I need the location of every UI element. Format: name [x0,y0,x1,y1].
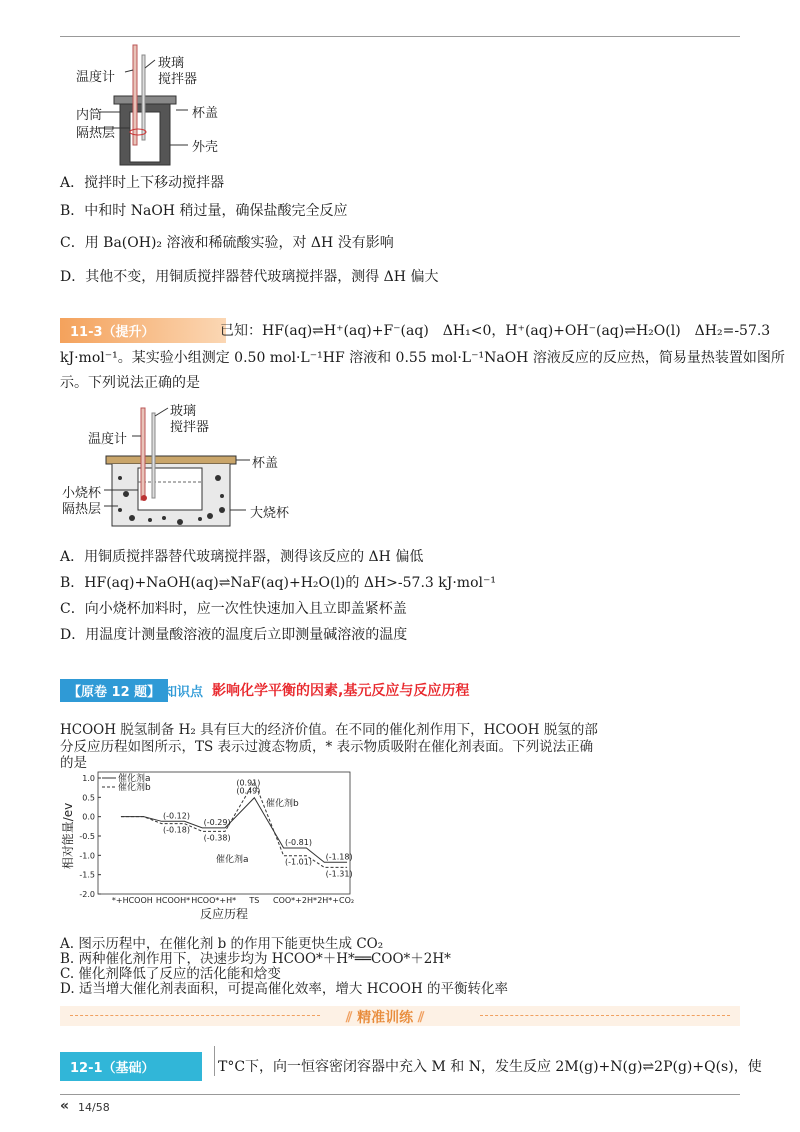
x-tick-label: HCOOH* [155,896,191,905]
data-label: (-0.12) [163,811,190,821]
data-labels [163,778,353,878]
label-glass-2: 玻璃 [170,404,197,419]
legend-a: 催化剂a [118,774,151,784]
q11-3-option-d: D．用温度计测量酸溶液的温度后立即测量碱溶液的温度 [60,627,408,643]
y-tick-label: -1.5 [79,870,95,880]
section-divider [60,1006,740,1026]
q12-option-b: B. 两种催化剂作用下，决速步均为 HCOO*＋H*══COO*＋2H* [60,951,451,967]
q12-stem-line2: 分反应历程如图所示，TS 表示过渡态物质，* 表示物质吸附在催化剂表面。下列说法正确 [60,739,594,755]
q12-1-stem: T°C下，向一恒容密闭容器中充入 M 和 N，发生反应 2M(g)+N(g)⇌2P(g)+Q(s)，使 [218,1059,762,1075]
q12-option-d: D. 适当增大催化剂表面积，可提高催化效率，增大 HCOOH 的平衡转化率 [60,981,509,997]
section-title: ⫽ 精准训练 ⫽ [346,1010,425,1026]
q11-2-option-c: C．用 Ba(OH)₂ 溶液和稀硫酸实验，对 ΔH 没有影响 [60,235,394,251]
legend-b: 催化剂b [118,783,151,793]
q12-stem-line3: 的是 [60,755,87,771]
label-inner-cup: 内筒 [76,108,103,123]
y-tick-label: 1.0 [82,774,95,783]
q12-1-badge: 12-1（基础） [60,1052,202,1081]
x-tick-label: *+HCOOH [111,896,153,905]
page-number: 14/58 [78,1101,110,1114]
y-tick-label: -0.5 [79,832,95,841]
q11-3-option-b: B．HF(aq)+NaOH(aq)⇌NaF(aq)+H₂O(l)的 ΔH>-57.3 kJ·mol⁻¹ [60,575,496,591]
label-lid: 杯盖 [192,106,219,121]
label-thermometer: 温度计 [76,70,116,85]
y-tick-label: -2.0 [79,890,95,899]
q12-badge: 【原卷 12 题】 [60,679,168,702]
data-label: (0.91) [236,778,261,788]
label-lid-2: 杯盖 [252,456,279,471]
q11-2-option-d: D．其他不变，用铜质搅拌器替代玻璃搅拌器，测得 ΔH 偏大 [60,269,439,285]
x-axis-ticks [112,896,354,905]
q11-3-stem-line3: 示。下列说法正确的是 [60,375,200,391]
label-insulation: 隔热层 [76,126,116,141]
data-label: (-0.18) [163,825,190,835]
label-small-beaker: 小烧杯 [62,486,102,501]
q11-3-badge: 11-3（提升） [60,318,226,343]
data-label: (0.49) [236,786,261,796]
data-label: (-1.01) [285,857,312,867]
top-rule [60,36,740,37]
y-axis-label: 相对能量/ev [61,802,75,870]
knowledge-point-text: 影响化学平衡的因素,基元反应与反应历程 [212,683,470,699]
label-stirrer-2: 搅拌器 [170,420,210,435]
annotation-catalyst-b: 催化剂b [266,799,299,809]
q11-3-option-c: C．向小烧杯加料时，应一次性快速加入且立即盖紧杯盖 [60,601,407,617]
data-label: (-0.81) [285,837,312,847]
footer-chevron-icon: « [60,1098,70,1114]
data-label: (-0.38) [203,833,231,843]
q11-2-option-a: A．搅拌时上下移动搅拌器 [60,175,225,191]
q11-2-option-b: B．中和时 NaOH 稍过量，确保盐酸完全反应 [60,203,348,219]
x-axis-label: 反应历程 [199,907,249,921]
q12-option-a: A. 图示历程中，在催化剂 b 的作用下能更快生成 CO₂ [60,936,384,952]
label-insulation-2: 隔热层 [62,502,102,517]
q12-option-c: C. 催化剂降低了反应的活化能和焓变 [60,966,281,982]
q11-3-stem-line2: kJ·mol⁻¹。某实验小组测定 0.50 mol·L⁻¹HF 溶液和 0.55 mol·L⁻¹NaOH 溶液反应的反应热，简易量热装置如图所 [60,350,785,366]
q12-1-divider [214,1046,215,1076]
x-tick-label: HCOO*+H* [191,896,237,905]
y-tick-label: 0.0 [82,812,95,822]
divider-dash-left [70,1015,320,1016]
q12-stem-line1: HCOOH 脱氢制备 H₂ 具有巨大的经济价值。在不同的催化剂作用下，HCOOH 脱氢的部 [60,722,598,738]
data-label: (-1.18) [325,852,353,862]
data-label: (-1.31) [325,869,353,879]
data-label: (-0.29) [203,817,231,827]
label-large-beaker: 大烧杯 [250,506,290,521]
label-shell: 外壳 [192,140,219,155]
knowledge-point-label: 知识点 [164,685,204,700]
y-tick-label: -1.0 [79,851,95,861]
energy-profile-chart [60,766,360,926]
x-tick-label: 2H*+CO₂ [317,896,355,905]
q11-3-option-a: A．用铜质搅拌器替代玻璃搅拌器，测得该反应的 ΔH 偏低 [60,549,424,565]
x-tick-label: COO*+2H* [273,896,317,905]
annotation-catalyst-a: 催化剂a [216,855,249,865]
footer-rule [60,1094,740,1095]
divider-dash-right [480,1015,730,1016]
label-stirrer: 搅拌器 [158,72,198,87]
q11-3-stem-line1: 已知：HF(aq)⇌H⁺(aq)+F⁻(aq) ΔH₁<0，H⁺(aq)+OH⁻(aq)⇌H₂O(l) ΔH₂=-57.3 [220,323,771,339]
x-tick-label: TS [249,896,260,905]
series-line-catalyst-a [121,798,347,863]
label-thermometer-2: 温度计 [88,432,128,447]
label-glass: 玻璃 [158,56,185,71]
y-tick-label: 0.5 [82,793,95,803]
